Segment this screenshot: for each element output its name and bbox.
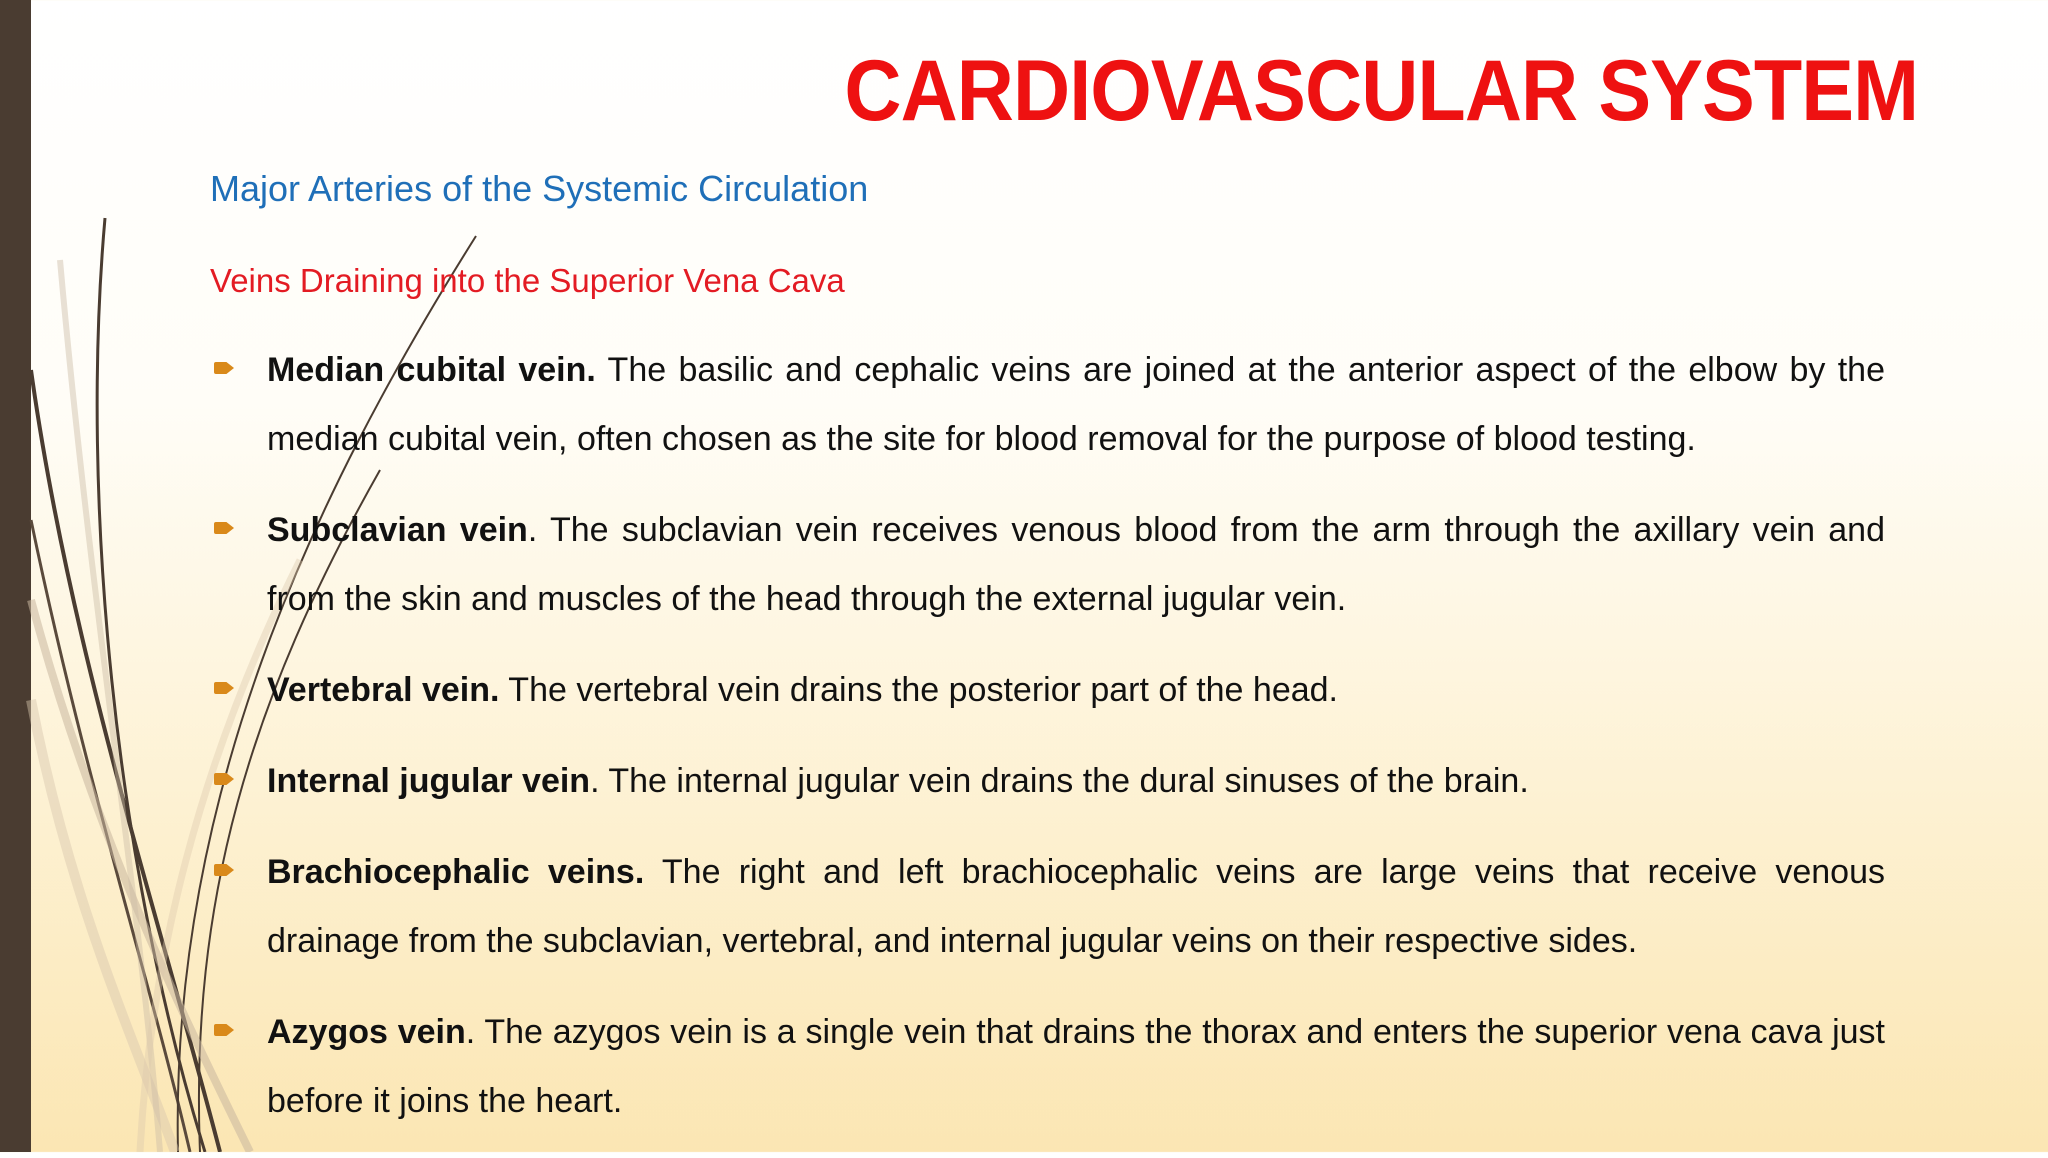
bullet-term: Median cubital vein.: [267, 351, 596, 389]
bullet-text: [267, 656, 1885, 725]
bullet-term: Azygos vein: [267, 1013, 466, 1051]
arrow-bullet-icon: [214, 682, 234, 694]
bullet-term: Vertebral vein.: [267, 671, 500, 709]
slide-subtitle: Major Arteries of the Systemic Circulation: [210, 168, 869, 209]
bullet-item: [210, 656, 1885, 725]
bullet-description: . The azygos vein is a single vein that drains the thorax and enters the superior vena cava just before it joins the heart.: [267, 1013, 1885, 1120]
bullet-text: [267, 336, 1885, 474]
bullet-term: Internal jugular vein: [267, 762, 591, 800]
bullet-text: [267, 838, 1885, 976]
arrow-bullet-icon: [214, 773, 234, 785]
bullet-text: [267, 747, 1885, 816]
bullet-item: [210, 998, 1885, 1136]
bullet-text: [267, 998, 1885, 1136]
bullet-description: The right and left brachiocephalic veins are large veins that receive venous drainage from the subclavian, vertebral, and internal jugular veins on their respective sides.: [267, 853, 1885, 960]
bullet-description: . The internal jugular vein drains the dural sinuses of the brain.: [590, 762, 1529, 800]
bullet-term: Subclavian vein: [267, 511, 528, 549]
arrow-bullet-icon: [214, 362, 234, 374]
bullet-term: Brachiocephalic veins.: [267, 853, 645, 891]
slide-title: CARDIOVASCULAR SYSTEM: [844, 43, 1918, 139]
bullet-description: . The subclavian vein receives venous blood from the arm through the axillary vein and from the skin and muscles of the head through the external jugular vein.: [267, 511, 1886, 618]
bullet-text: [267, 496, 1885, 634]
bullet-item: [210, 838, 1885, 976]
bullet-description: The vertebral vein drains the posterior part of the head.: [499, 671, 1338, 709]
bullet-item: [210, 336, 1885, 474]
bullet-list: [210, 336, 1885, 1158]
bullet-item: [210, 496, 1885, 634]
arrow-bullet-icon: [214, 522, 234, 534]
arrow-bullet-icon: [214, 864, 234, 876]
bullet-item: [210, 747, 1885, 816]
section-heading: Veins Draining into the Superior Vena Cava: [210, 262, 845, 299]
bullet-description: The basilic and cephalic veins are joined at the anterior aspect of the elbow by the median cubital vein, often chosen as the site for blood removal for the purpose of blood testing.: [267, 351, 1885, 458]
arrow-bullet-icon: [214, 1024, 234, 1036]
